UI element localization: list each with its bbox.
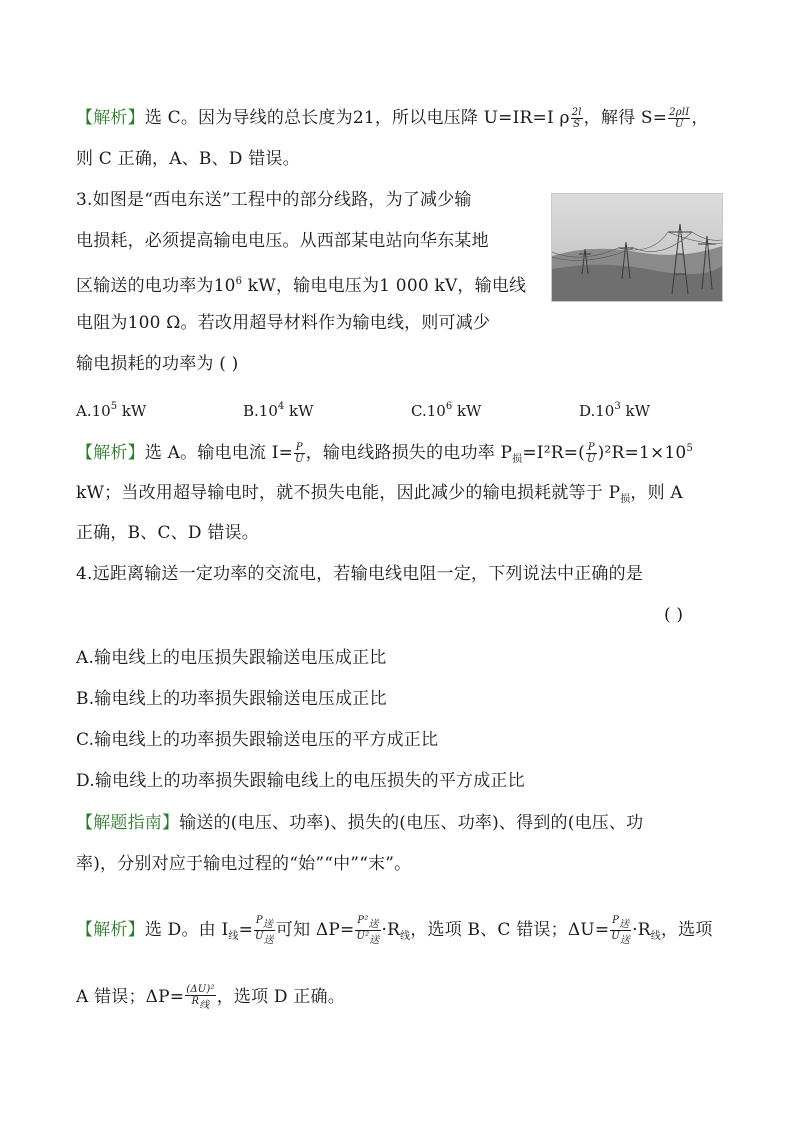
q4-option-c: C.输电线上的功率损失跟输送电压的平方成正比 (76, 730, 439, 750)
q3-analysis-line-2: kW；当改用超导输电时，就不损失电能，因此减少的输电损耗就等于 $P_损$，则 A (76, 483, 683, 505)
q2-analysis-line-2: 则 C 正确，A、B、D 错误。 (76, 149, 300, 169)
q3-option-a: $A.10^5$ kW (76, 401, 147, 420)
q3-analysis-line-3: 正确，B、C、D 错误。 (76, 523, 259, 543)
q3-stem-line-3: 区输送的电功率为$10^6$ kW，输电电压为1 000 kV，输电线 (76, 276, 527, 296)
fraction-p-send-over-u-send-2: $\frac{\text{P送}}{\text{U送}}$ (611, 915, 631, 946)
fraction-2rholi-over-u: $\frac{\text{2ρlI}}{U}$ (669, 107, 690, 130)
q4-option-b: B.输电线上的功率损失跟输送电压成正比 (76, 689, 387, 709)
q4-option-a: A.输电线上的电压损失跟输送电压成正比 (76, 648, 387, 668)
q3-option-b: $B.10^4$ kW (243, 401, 314, 420)
q3-stem-line-1: 3.如图是“西电东送”工程中的部分线路，为了减少输 (76, 190, 472, 210)
fraction-2l-over-s: $\frac{2l}{S}$ (571, 107, 582, 130)
q3-stem-line-5: 输电损耗的功率为 ( ) (76, 354, 239, 374)
q3-option-d: $D.10^3$ kW (579, 401, 651, 420)
q2-analysis-line-1: 【解析】选 C。因为导线的总长度为21，所以电压降 U=IR=I ρ $\frac{2l}{S}$ ，解得 S= $\frac{\text{2ρlI}}{U}$ ， (76, 107, 709, 130)
q4-analysis-line-1: 【解析】选 D。由 $I_线=$ $\frac{\text{P送}}{\text{U送}}$ 可知 ΔP= $\frac{\text{P²送}}{\text{U²送}}$ $\cdot R_线$，选项 B、C 错误；ΔU= $\frac{\text{P送}}{\text{U送}}$ $\cdot R_线$，选项 (76, 915, 713, 946)
q3-analysis-line-1: 【解析】选 A。输电电流 I= $\frac{P}{U}$ ，输电线路损失的电功率 $P_损=I^2R=$( $\frac{P}{U}$ )$^2R=1\times 10^5$ (76, 442, 694, 465)
analysis-tag: 【解析】 (76, 108, 145, 128)
fraction-du2-over-r: $\frac{\text{(ΔU)²}}{\text{R线}}$ (186, 984, 215, 1011)
fraction-p-send-over-u-send: $\frac{\text{P送}}{\text{U送}}$ (255, 915, 274, 946)
fraction-p-over-u: $\frac{P}{U}$ (295, 442, 304, 465)
q4-stem-line-1: 4.远距离输送一定功率的交流电，若输电线电阻一定，下列说法中正确的是 (76, 564, 644, 584)
q4-guide-line-1: 【解题指南】输送的(电压、功率)、损失的(电压、功率)、得到的(电压、功 (76, 813, 644, 833)
analysis-tag: 【解析】 (76, 443, 145, 463)
q4-option-d: D.输电线上的功率损失跟输电线上的电压损失的平方成正比 (76, 771, 525, 791)
guide-tag: 【解题指南】 (76, 813, 180, 833)
q3-stem-line-4: 电阻为100 Ω。若改用超导材料作为输电线，则可减少 (76, 313, 491, 333)
q4-answer-bracket: ( ) (664, 605, 684, 625)
fraction-p-over-u-2: $\frac{P}{U}$ (587, 442, 596, 465)
q3-stem-line-2: 电损耗，必须提高输电电压。从西部某电站向华东某地 (76, 231, 489, 251)
analysis-tag: 【解析】 (76, 920, 145, 940)
q4-guide-line-2: 率)，分别对应于输电过程的“始”“中”“末”。 (76, 854, 412, 874)
q4-analysis-line-2: A 错误；ΔP= $\frac{\text{(ΔU)²}}{\text{R线}}$ ，选项 D 正确。 (76, 984, 345, 1011)
power-transmission-photo (551, 193, 723, 302)
q3-option-c: $C.10^6$ kW (411, 401, 482, 420)
fraction-p2-over-u2: $\frac{\text{P²送}}{\text{U²送}}$ (356, 915, 380, 946)
